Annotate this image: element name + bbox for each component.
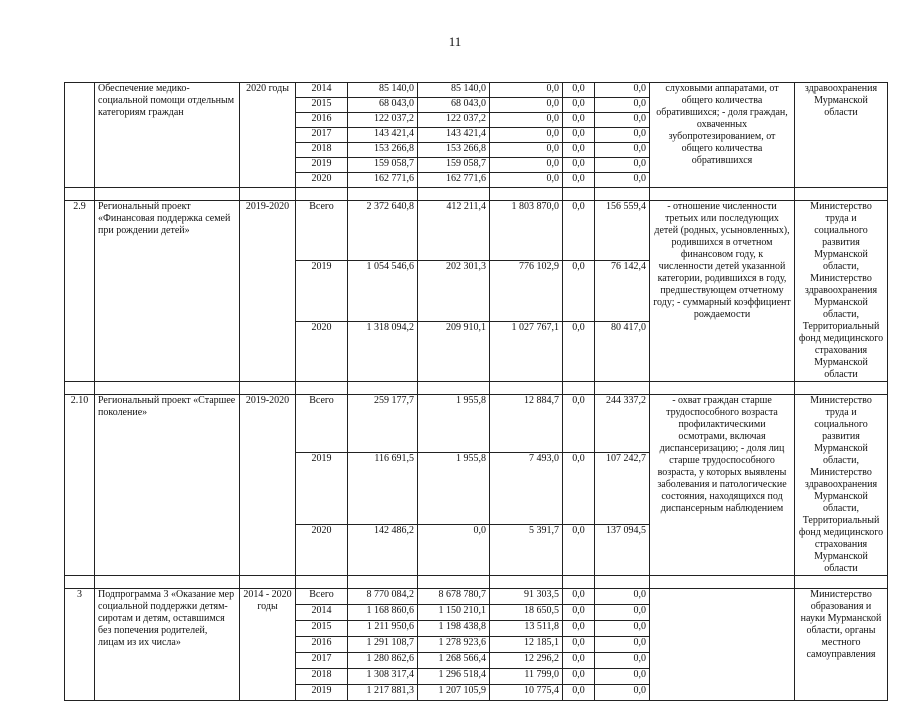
table-row — [65, 395, 888, 453]
local-cell: 0,0 — [563, 637, 595, 653]
federal-cell: 11 799,0 — [490, 669, 563, 685]
year-cell: 2015 — [296, 98, 348, 113]
budget-cell: 209 910,1 — [418, 321, 490, 381]
section-code: 3 — [65, 589, 95, 701]
section-gap — [65, 188, 888, 201]
total-cell: 1 211 950,6 — [348, 621, 418, 637]
federal-cell: 0,0 — [490, 83, 563, 98]
total-cell: 116 691,5 — [348, 453, 418, 525]
federal-cell: 0,0 — [490, 158, 563, 173]
other-cell: 0,0 — [595, 113, 650, 128]
gap-cell — [490, 382, 563, 395]
other-cell: 0,0 — [595, 685, 650, 701]
local-cell: 0,0 — [563, 143, 595, 158]
other-cell: 0,0 — [595, 143, 650, 158]
other-cell: 0,0 — [595, 637, 650, 653]
year-cell: Всего — [296, 589, 348, 605]
other-cell: 0,0 — [595, 669, 650, 685]
year-cell: 2020 — [296, 525, 348, 576]
indicators-cell: - охват граждан старше трудоспособного возраста профилактическими осмотрами, включая диспансеризацию; - доля лиц старше трудоспособного возраста, у которых выявлены заболевания и патологические состояния, находящихся под диспансерным наблюдением — [650, 395, 795, 576]
budget-cell: 159 058,7 — [418, 158, 490, 173]
budget-cell: 1 150 210,1 — [418, 605, 490, 621]
year-cell: 2014 — [296, 83, 348, 98]
year-cell: 2016 — [296, 113, 348, 128]
year-cell: 2016 — [296, 637, 348, 653]
total-cell: 153 266,8 — [348, 143, 418, 158]
federal-cell: 12 185,1 — [490, 637, 563, 653]
total-cell: 1 318 094,2 — [348, 321, 418, 381]
local-cell: 0,0 — [563, 173, 595, 188]
gap-cell — [595, 382, 650, 395]
budget-cell: 8 678 780,7 — [418, 589, 490, 605]
other-cell: 0,0 — [595, 621, 650, 637]
budget-cell: 143 421,4 — [418, 128, 490, 143]
federal-cell: 12 884,7 — [490, 395, 563, 453]
section-code: 2.9 — [65, 201, 95, 382]
other-cell: 0,0 — [595, 589, 650, 605]
federal-cell: 12 296,2 — [490, 653, 563, 669]
local-cell: 0,0 — [563, 453, 595, 525]
other-cell: 0,0 — [595, 128, 650, 143]
federal-cell: 1 803 870,0 — [490, 201, 563, 261]
section-name: Региональный проект «Финансовая поддержка семей при рождении детей» — [95, 201, 240, 382]
section-gap — [65, 382, 888, 395]
local-cell: 0,0 — [563, 83, 595, 98]
total-cell: 1 291 108,7 — [348, 637, 418, 653]
section-term: 2020 годы — [240, 83, 296, 188]
gap-cell — [418, 576, 490, 589]
local-cell: 0,0 — [563, 669, 595, 685]
budget-cell: 1 268 566,4 — [418, 653, 490, 669]
budget-cell: 1 278 923,6 — [418, 637, 490, 653]
gap-cell — [95, 188, 240, 201]
local-cell: 0,0 — [563, 685, 595, 701]
local-cell: 0,0 — [563, 589, 595, 605]
total-cell: 1 168 860,6 — [348, 605, 418, 621]
federal-cell: 0,0 — [490, 143, 563, 158]
gap-cell — [95, 576, 240, 589]
gap-cell — [65, 188, 95, 201]
total-cell: 8 770 084,2 — [348, 589, 418, 605]
local-cell: 0,0 — [563, 113, 595, 128]
section-term: 2019-2020 — [240, 395, 296, 576]
gap-cell — [490, 188, 563, 201]
budget-cell: 412 211,4 — [418, 201, 490, 261]
year-cell: 2020 — [296, 321, 348, 381]
local-cell: 0,0 — [563, 395, 595, 453]
local-cell: 0,0 — [563, 621, 595, 637]
total-cell: 1 217 881,3 — [348, 685, 418, 701]
federal-cell: 5 391,7 — [490, 525, 563, 576]
budget-cell: 1 207 105,9 — [418, 685, 490, 701]
other-cell: 137 094,5 — [595, 525, 650, 576]
gap-cell — [650, 382, 795, 395]
budget-cell: 68 043,0 — [418, 98, 490, 113]
federal-cell: 7 493,0 — [490, 453, 563, 525]
federal-cell: 1 027 767,1 — [490, 321, 563, 381]
other-cell: 0,0 — [595, 83, 650, 98]
year-cell: 2017 — [296, 128, 348, 143]
year-cell: 2019 — [296, 453, 348, 525]
budget-cell: 1 955,8 — [418, 453, 490, 525]
federal-cell: 13 511,8 — [490, 621, 563, 637]
federal-cell: 776 102,9 — [490, 261, 563, 321]
federal-cell: 0,0 — [490, 98, 563, 113]
gap-cell — [240, 382, 296, 395]
responsible-cell: Министерство труда и социального развития Мурманской области, Министерство здравоохранения Мурманской области, Территориальный фонд медицинского страхования Мурманской области — [795, 395, 888, 576]
other-cell: 76 142,4 — [595, 261, 650, 321]
federal-cell: 10 775,4 — [490, 685, 563, 701]
gap-cell — [348, 576, 418, 589]
total-cell: 68 043,0 — [348, 98, 418, 113]
other-cell: 0,0 — [595, 173, 650, 188]
local-cell: 0,0 — [563, 201, 595, 261]
local-cell: 0,0 — [563, 653, 595, 669]
gap-cell — [650, 576, 795, 589]
gap-cell — [296, 576, 348, 589]
gap-cell — [418, 382, 490, 395]
program-table — [64, 82, 888, 701]
gap-cell — [348, 382, 418, 395]
total-cell: 162 771,6 — [348, 173, 418, 188]
gap-cell — [595, 576, 650, 589]
federal-cell: 0,0 — [490, 173, 563, 188]
other-cell: 244 337,2 — [595, 395, 650, 453]
gap-cell — [650, 188, 795, 201]
gap-cell — [296, 382, 348, 395]
budget-cell: 85 140,0 — [418, 83, 490, 98]
local-cell: 0,0 — [563, 98, 595, 113]
federal-cell: 18 650,5 — [490, 605, 563, 621]
gap-cell — [490, 576, 563, 589]
gap-cell — [595, 188, 650, 201]
section-name: Подпрограмма 3 «Оказание мер социальной поддержки детям-сиротам и детям, оставшимся без попечения родителей, лицам из их числа» — [95, 589, 240, 701]
table-body — [65, 83, 888, 701]
budget-cell: 0,0 — [418, 525, 490, 576]
other-cell: 0,0 — [595, 158, 650, 173]
local-cell: 0,0 — [563, 128, 595, 143]
section-name: Обеспечение медико-социальной помощи отдельным категориям граждан — [95, 83, 240, 188]
other-cell: 0,0 — [595, 605, 650, 621]
other-cell: 0,0 — [595, 98, 650, 113]
indicators-cell: - отношение численности третьих или последующих детей (родных, усыновленных), родившихся в отчетном финансовом году, к численности детей указанной категории, родившихся в году, предшествующем отчетному году; - суммарный коэффициент рождаемости — [650, 201, 795, 382]
responsible-cell: здравоохранения Мурманской области — [795, 83, 888, 188]
gap-cell — [563, 576, 595, 589]
federal-cell: 91 303,5 — [490, 589, 563, 605]
local-cell: 0,0 — [563, 605, 595, 621]
budget-cell: 153 266,8 — [418, 143, 490, 158]
federal-cell: 0,0 — [490, 113, 563, 128]
year-cell: Всего — [296, 395, 348, 453]
section-term: 2019-2020 — [240, 201, 296, 382]
indicators-cell — [650, 589, 795, 701]
local-cell: 0,0 — [563, 158, 595, 173]
total-cell: 85 140,0 — [348, 83, 418, 98]
budget-cell: 162 771,6 — [418, 173, 490, 188]
total-cell: 142 486,2 — [348, 525, 418, 576]
gap-cell — [240, 576, 296, 589]
budget-cell: 1 198 438,8 — [418, 621, 490, 637]
budget-cell: 202 301,3 — [418, 261, 490, 321]
table-row — [65, 83, 888, 98]
total-cell: 1 308 317,4 — [348, 669, 418, 685]
local-cell: 0,0 — [563, 261, 595, 321]
total-cell: 159 058,7 — [348, 158, 418, 173]
section-name: Региональный проект «Старшее поколение» — [95, 395, 240, 576]
year-cell: 2017 — [296, 653, 348, 669]
budget-cell: 122 037,2 — [418, 113, 490, 128]
total-cell: 122 037,2 — [348, 113, 418, 128]
gap-cell — [240, 188, 296, 201]
year-cell: 2015 — [296, 621, 348, 637]
gap-cell — [418, 188, 490, 201]
total-cell: 1 280 862,6 — [348, 653, 418, 669]
gap-cell — [65, 382, 95, 395]
total-cell: 143 421,4 — [348, 128, 418, 143]
year-cell: 2020 — [296, 173, 348, 188]
other-cell: 107 242,7 — [595, 453, 650, 525]
responsible-cell: Министерство образования и науки Мурманской области, органы местного самоуправления — [795, 589, 888, 701]
table-row — [65, 589, 888, 605]
section-gap — [65, 576, 888, 589]
year-cell: Всего — [296, 201, 348, 261]
other-cell: 156 559,4 — [595, 201, 650, 261]
gap-cell — [348, 188, 418, 201]
page-number: 11 — [448, 34, 462, 49]
local-cell: 0,0 — [563, 525, 595, 576]
gap-cell — [65, 576, 95, 589]
gap-cell — [795, 576, 888, 589]
section-term: 2014 - 2020 годы — [240, 589, 296, 701]
budget-cell: 1 955,8 — [418, 395, 490, 453]
year-cell: 2018 — [296, 143, 348, 158]
gap-cell — [296, 188, 348, 201]
budget-cell: 1 296 518,4 — [418, 669, 490, 685]
year-cell: 2019 — [296, 261, 348, 321]
gap-cell — [563, 382, 595, 395]
year-cell: 2018 — [296, 669, 348, 685]
gap-cell — [795, 382, 888, 395]
section-code — [65, 83, 95, 188]
year-cell: 2019 — [296, 685, 348, 701]
federal-cell: 0,0 — [490, 128, 563, 143]
total-cell: 1 054 546,6 — [348, 261, 418, 321]
total-cell: 259 177,7 — [348, 395, 418, 453]
other-cell: 80 417,0 — [595, 321, 650, 381]
gap-cell — [95, 382, 240, 395]
total-cell: 2 372 640,8 — [348, 201, 418, 261]
local-cell: 0,0 — [563, 321, 595, 381]
gap-cell — [795, 188, 888, 201]
indicators-cell: слуховыми аппаратами, от общего количества обратившихся; - доля граждан, охваченных зубопротезированием, от общего количества обратившихся — [650, 83, 795, 188]
year-cell: 2019 — [296, 158, 348, 173]
year-cell: 2014 — [296, 605, 348, 621]
other-cell: 0,0 — [595, 653, 650, 669]
responsible-cell: Министерство труда и социального развития Мурманской области, Министерство здравоохранения Мурманской области, Территориальный фонд медицинского страхования Мурманской области — [795, 201, 888, 382]
gap-cell — [563, 188, 595, 201]
table-row — [65, 201, 888, 261]
section-code: 2.10 — [65, 395, 95, 576]
